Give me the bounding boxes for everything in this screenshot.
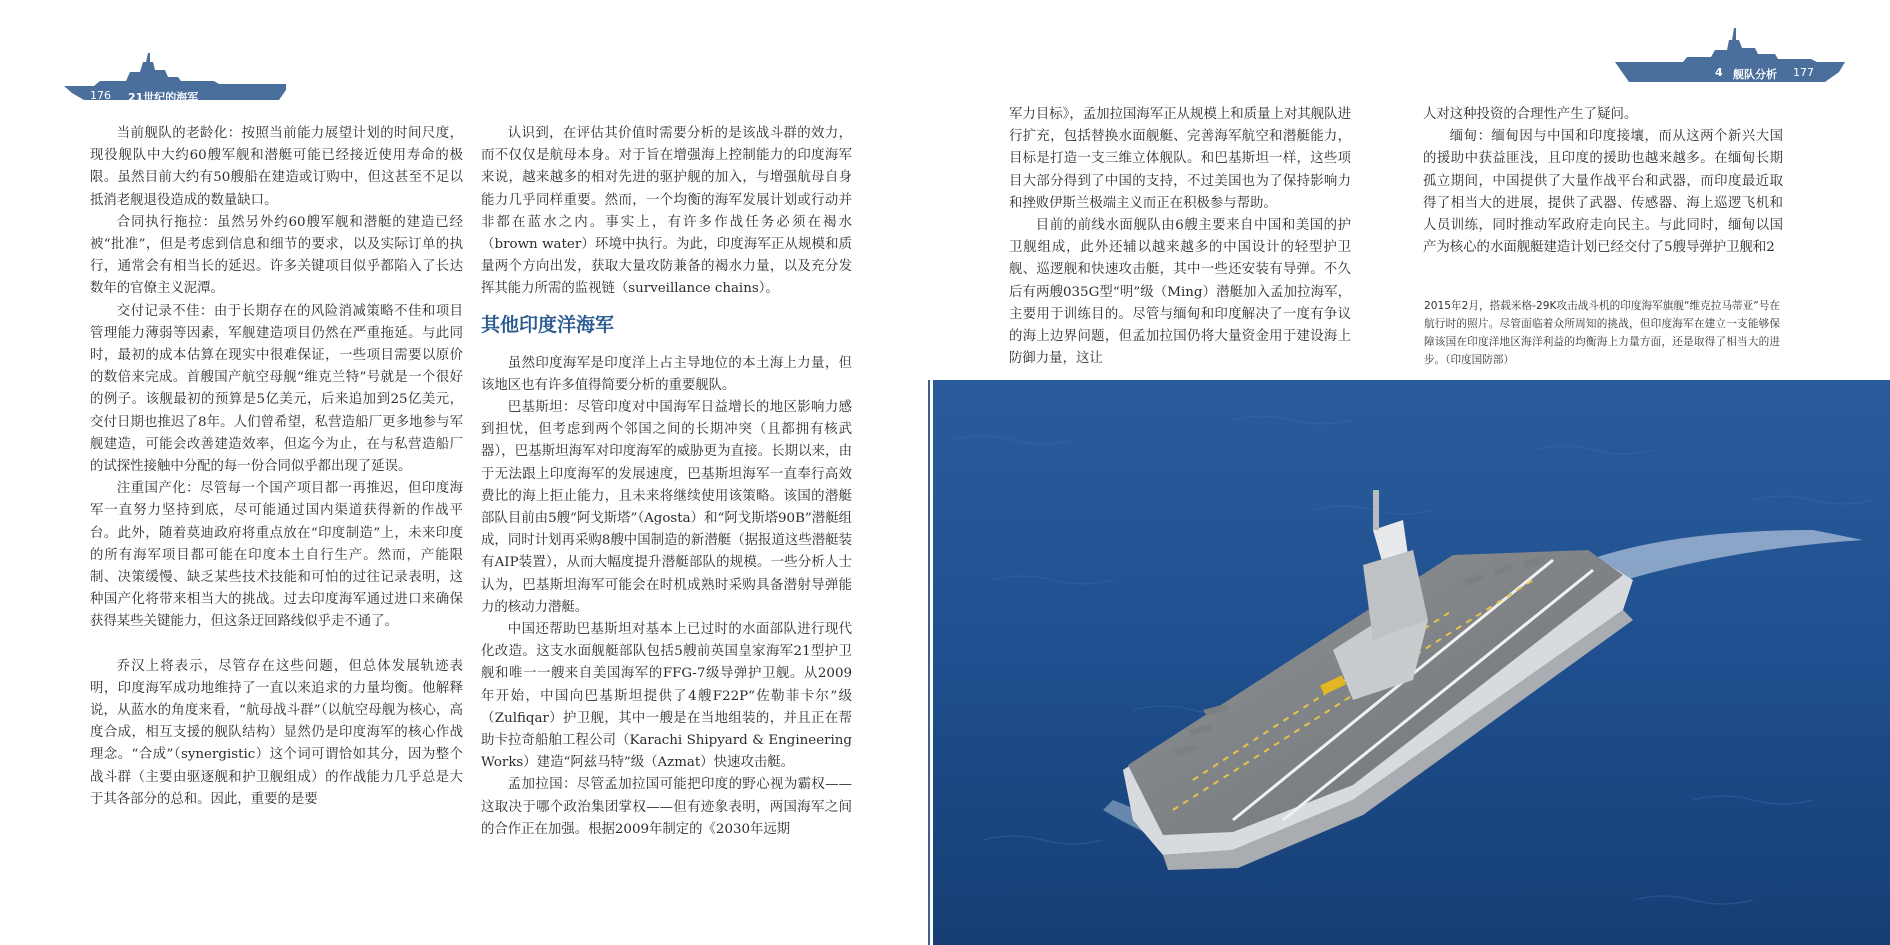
paragraph: 虽然印度海军是印度洋上占主导地位的本土海上力量，但该地区也有许多值得简要分析的重要舰队。 [481, 355, 852, 393]
section-heading: 其他印度洋海军 [481, 313, 615, 336]
paragraph: 人对这种投资的合理性产生了疑问。 [1423, 107, 1638, 122]
paragraph: 认识到，在评估其价值时需要分析的是该战斗群的效力，而不仅仅是航母本身。对于旨在增强海上控制能力的印度海军来说，越来越多的相对先进的驱护舰的加入，与增强航母自身能力几乎同样重要。然而，一个均衡的海军发展计划或行动并非都在蓝水之内。事实上，有许多作战任务必须在褐水（brown water）环境中执行。为此，印度海军正从规模和质量两个方向出发，获取大量攻防兼备的褐水力量，以及充分发挥其能力所需的监视链（surveillance chains）。 [481, 126, 852, 297]
paragraph: 当前舰队的老龄化：按照当前能力展望计划的时间尺度，现役舰队中大约60艘军舰和潜艇可能已经接近使用寿命的极限。虽然目前大约有50艘船在建造或订购中，但这甚至不足以抵消老舰退役造成的数量缺口。 [90, 126, 463, 208]
paragraph: 中国还帮助巴基斯坦对基本上已过时的水面部队进行现代化改造。这支水面舰艇部队包括5艘前英国皇家海军21型护卫舰和唯一一艘来自美国海军的FFG-7级导弹护卫舰。从2009年开始，中国向巴基斯坦提供了4艘F22P“佐勒菲卡尔”级（Zulfiqar）护卫舰，其中一艘是在当地组装的，并且正在帮助卡拉奇船舶工程公司（Karachi Shipyard & Engineering Works）建造“阿兹马特”级（Azmat）快速攻击艇。 [481, 622, 852, 771]
text-column-3 [1009, 104, 1351, 370]
paragraph: 目前的前线水面舰队由6艘主要来自中国和美国的护卫舰组成，此外还辅以越来越多的中国设计的轻型护卫舰、巡逻舰和快速攻击艇，其中一些还安装有导弹。不久后有两艘035G型“明”级（Ming）潜艇加入孟加拉海军，主要用于训练目的。尽管与缅甸和印度解决了一度有争议的海上边界问题，但孟加拉国仍将大量资金用于建设海上防御力量，这让 [1009, 218, 1351, 367]
right-header-banner [1615, 26, 1845, 88]
running-head: 21世纪的海军 [128, 91, 199, 104]
aircraft-carrier-photo-icon [933, 380, 1890, 945]
paragraph: 注重国产化：尽管每一个国产项目都一再推迟，但印度海军一直努力坚持到底，尽可能通过国内渠道获得新的作战平台。此外，随着莫迪政府将重点放在“印度制造”上，未来印度的所有海军项目都可能在印度本土自行生产。然而，产能限制、决策缓慢、缺乏某些技术技能和可怕的过往记录表明，这种国产化将带来相当大的挑战。过去印度海军通过进口来确保获得某些关键能力，但这条迂回路线似乎走不通了。 [90, 481, 463, 630]
text-column-4 [1423, 104, 1783, 259]
gutter-rule [928, 380, 930, 945]
text-column-2 [481, 123, 852, 841]
text-column-1 [90, 123, 463, 811]
aircraft-carrier-photo [933, 380, 1890, 945]
running-head: 舰队分析 [1733, 68, 1777, 81]
left-header-banner [64, 50, 286, 108]
chapter-number: 4 [1715, 66, 1723, 79]
paragraph-gap [90, 634, 463, 656]
paragraph: 缅甸：缅甸因与中国和印度接壤，而从这两个新兴大国的援助中获益匪浅，且印度的援助也越来越多。在缅甸长期孤立期间，中国提供了大量作战平台和武器，而印度最近取得了相当大的进展，提供了武器、传感器、海上巡逻飞机和人员训练，同时推动军政府走向民主。与此同时，缅甸以国产为核心的水面舰艇建造计划已经交付了5艘导弹护卫舰和2 [1423, 129, 1783, 256]
paragraph: 合同执行拖拉：虽然另外约60艘军舰和潜艇的建造已经被“批准”，但是考虑到信息和细节的要求，以及实际订单的执行，通常会有相当长的延迟。许多关键项目似乎都陷入了长达数年的官僚主义泥潭。 [90, 214, 463, 297]
paragraph: 孟加拉国：尽管孟加拉国可能把印度的野心视为霸权——这取决于哪个政治集团掌权——但有迹象表明，两国海军之间的合作正在加强。根据2009年制定的《2030年远期 [481, 777, 852, 837]
page-number: 177 [1793, 66, 1814, 79]
paragraph: 乔汉上将表示，尽管存在这些问题，但总体发展轨迹表明，印度海军成功地维持了一直以来追求的力量均衡。他解释说，从蓝水的角度来看，“航母战斗群”（以航空母舰为核心，高度合成，相互支援的舰队结构）显然仍是印度海军的核心作战理念。“合成”（synergistic）这个词可谓恰如其分，因为整个战斗群（主要由驱逐舰和护卫舰组成）的作战能力几乎总是大于其各部分的总和。因此，重要的是要 [90, 658, 463, 807]
paragraph: 巴基斯坦：尽管印度对中国海军日益增长的地区影响力感到担忧，但考虑到两个邻国之间的长期冲突（且都拥有核武器），巴基斯坦海军对印度海军的威胁更为直接。长期以来，由于无法跟上印度海军的发展速度，巴基斯坦海军一直奉行高效费比的海上拒止能力，且未来将继续使用该策略。该国的潜艇部队目前由5艘“阿戈斯塔”（Agosta）和“阿戈斯塔90B”潜艇组成，同时计划再采购8艘中国制造的新潜艇（据报道这些潜艇装有AIP装置），从而大幅度提升潜艇部队的规模。一些分析人士认为，巴基斯坦海军可能会在时机成熟时采购具备潜射导弹能力的核动力潜艇。 [481, 400, 852, 615]
page-number: 176 [90, 89, 111, 102]
paragraph: 军力目标》，孟加拉国海军正从规模上和质量上对其舰队进行扩充，包括替换水面舰艇、完善海军航空和潜艇能力，目标是打造一支三维立体舰队。和巴基斯坦一样，这些项目大部分得到了中国的支持，不过美国也为了保持影响力和挫败伊斯兰极端主义而正在积极参与帮助。 [1009, 107, 1351, 211]
paragraph: 交付记录不佳：由于长期存在的风险消减策略不佳和项目管理能力薄弱等因素，军舰建造项目仍然在严重拖延。与此同时，最初的成本估算在现实中很难保证，一些项目需要以原价的数倍来完成。首艘国产航空母舰“维克兰特”号就是一个很好的例子。该舰最初的预算是5亿美元，后来追加到25亿美元，交付日期也推迟了8年。人们曾希望，私营造船厂更多地参与军舰建造，可能会改善建造效率，但迄今为止，在与私营造船厂的试探性接触中分配的每一份合同似乎都出现了延误。 [90, 303, 463, 475]
photo-caption: 2015年2月，搭载米格-29K攻击战斗机的印度海军旗舰“维克拉马蒂亚”号在航行时的照片。尽管面临着众所周知的挑战，但印度海军在建立一支能够保障该国在印度洋地区海洋利益的均衡海上力量方面，还是取得了相当大的进步。（印度国防部） [1424, 300, 1780, 366]
